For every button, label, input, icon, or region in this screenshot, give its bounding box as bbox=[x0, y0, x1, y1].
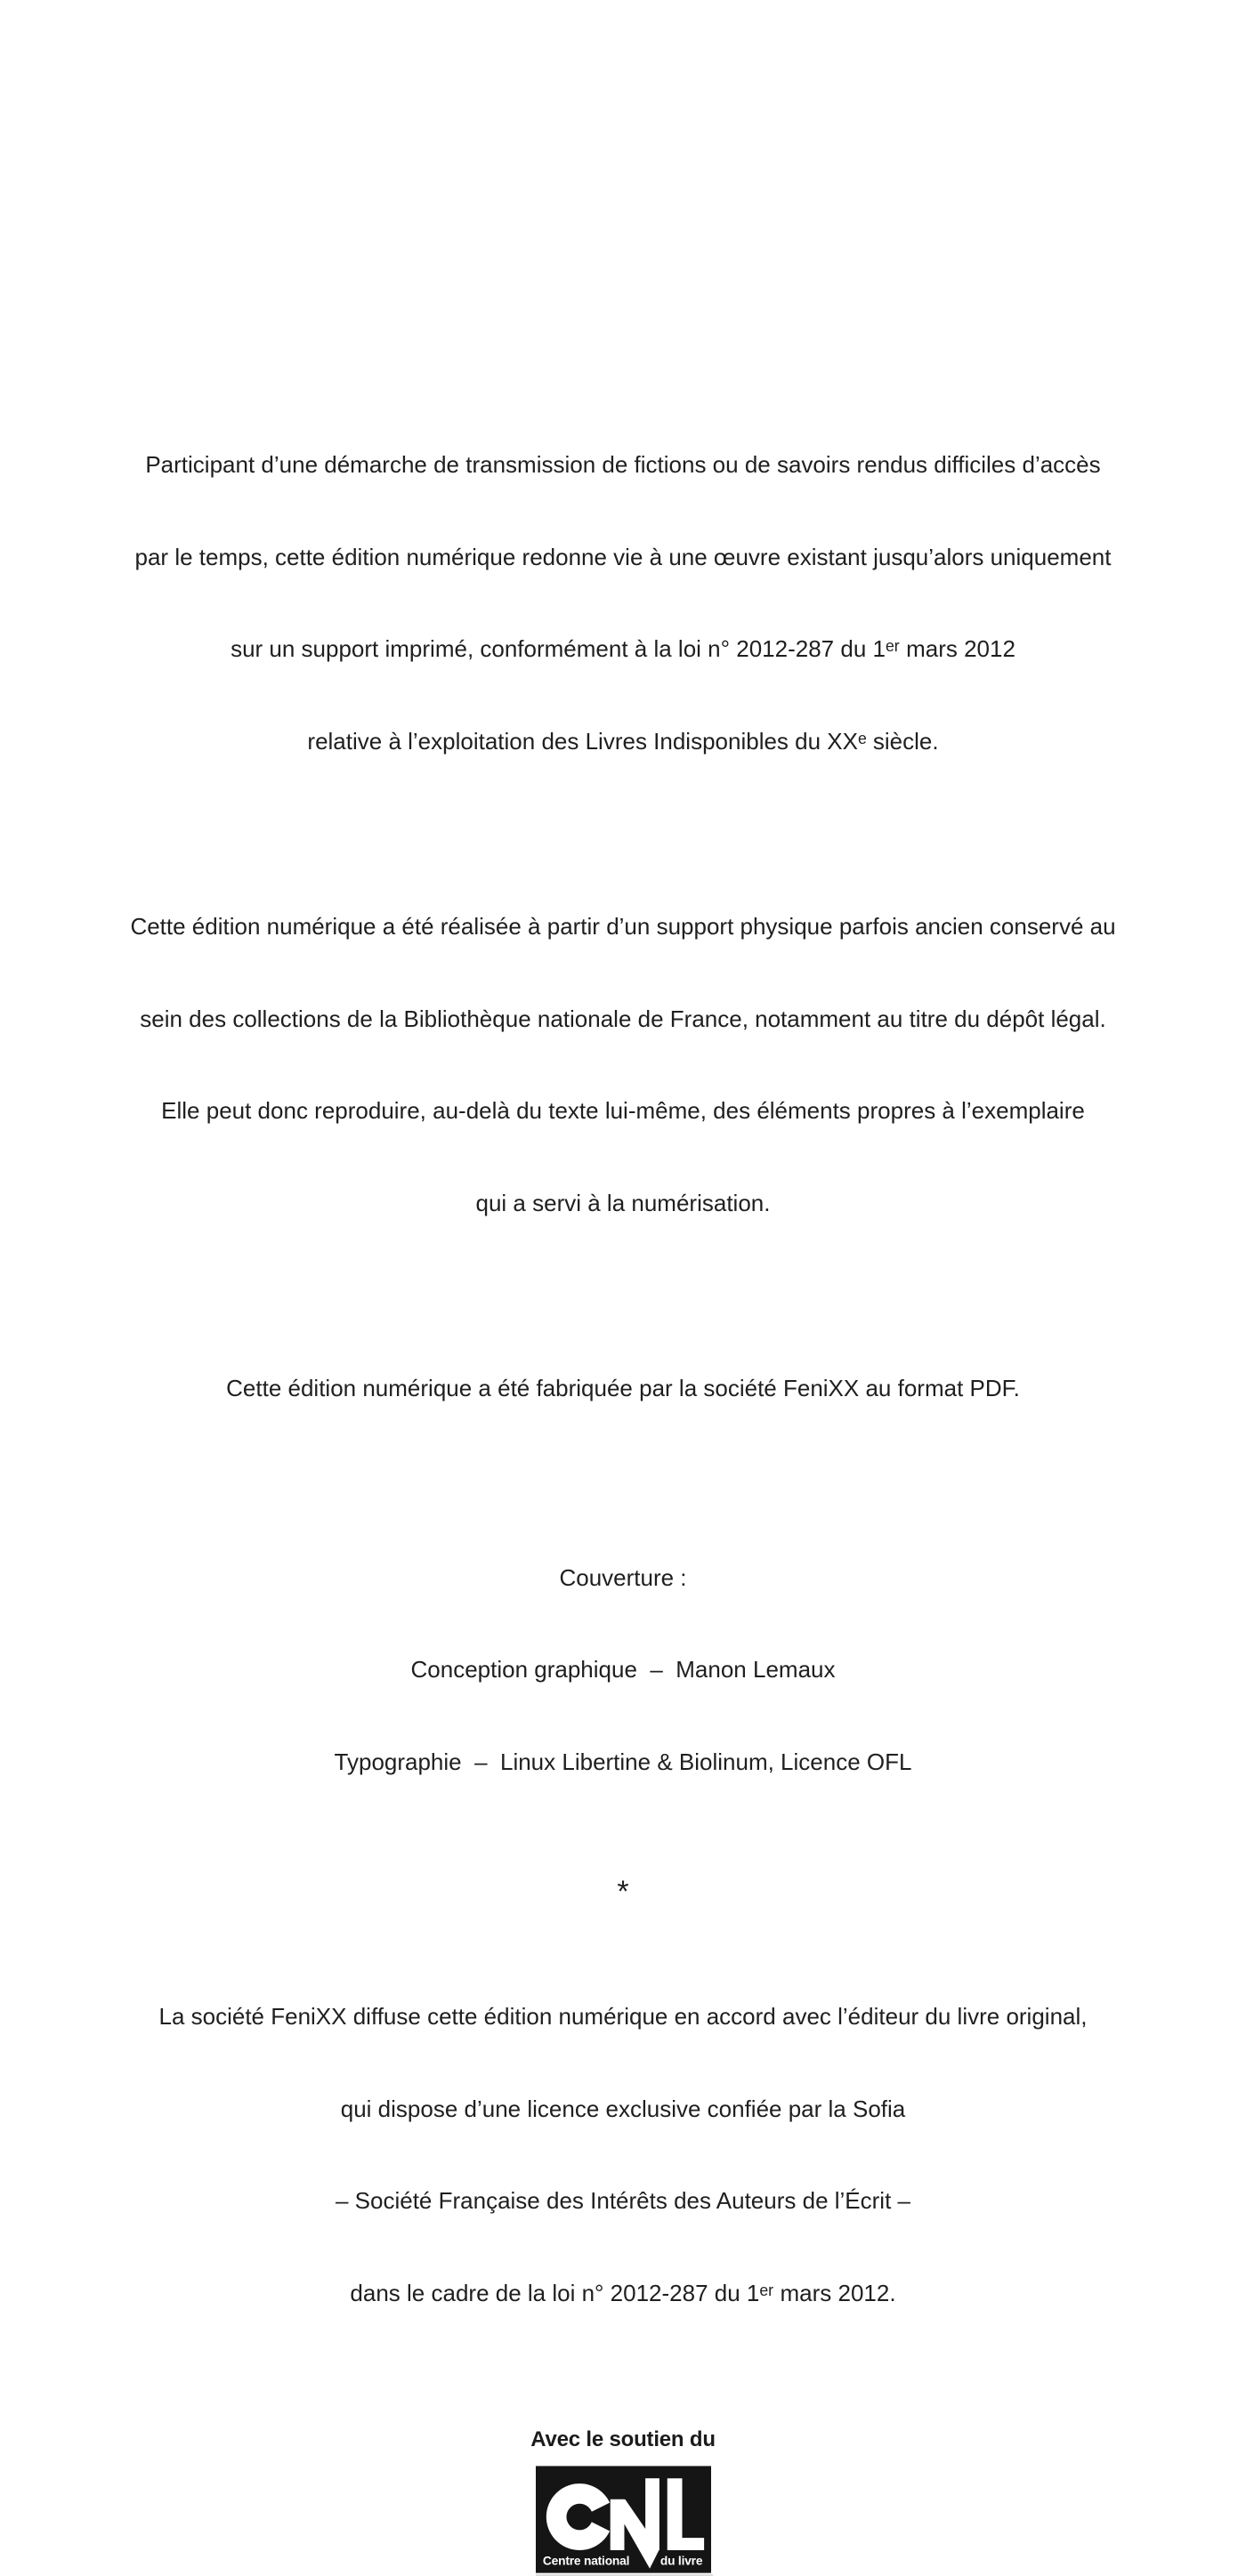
cnl-letter-n-right-stem bbox=[645, 2478, 659, 2550]
text-line: Elle peut donc reproduire, au-delà du texte lui-même, des éléments propres à l’exemplaire bbox=[161, 1097, 1085, 1124]
cnl-logo bbox=[536, 2466, 711, 2576]
text-line: qui a servi à la numérisation. bbox=[475, 1189, 771, 1216]
paragraph-transmission bbox=[0, 0, 1246, 818]
text-line: sur un support imprimé, conformément à la loi n° 2012-287 du 1ᵉʳ mars 2012 bbox=[231, 635, 1015, 662]
text-line: par le temps, cette édition numérique redonne vie à une œuvre existant jusqu’alors uniquement bbox=[134, 543, 1112, 570]
cnl-caption-left: Centre national bbox=[542, 2554, 629, 2568]
text-line: Couverture : bbox=[559, 1563, 687, 1591]
text-line: Participant d’une démarche de transmission de fictions ou de savoirs rendus difficiles d’accès bbox=[145, 451, 1101, 478]
text-line: Typographie – Linux Libertine & Biolinum, Licence OFL bbox=[334, 1748, 912, 1775]
text-line: – Société Française des Intérêts des Auteurs de l’Écrit – bbox=[335, 2187, 910, 2214]
cnl-caption-right: du livre bbox=[659, 2554, 702, 2568]
text-line: La société FeniXX diffuse cette édition numérique en accord avec l’éditeur du livre original, bbox=[158, 2003, 1088, 2030]
text-line: Cette édition numérique a été réalisée à partir d’un support physique parfois ancien conservé au bbox=[130, 913, 1116, 940]
text-line: dans le cadre de la loi n° 2012-287 du 1ᵉʳ mars 2012. bbox=[350, 2279, 896, 2306]
cnl-logo-svg bbox=[536, 2466, 711, 2573]
paragraph-diffusion bbox=[0, 1940, 1246, 2370]
cnl-support-label: Avec le soutien du bbox=[530, 2427, 716, 2451]
text-line: sein des collections de la Bibliothèque nationale de France, notamment au titre du dépôt légal. bbox=[140, 1005, 1106, 1032]
paragraph-fenixx bbox=[0, 1312, 1246, 1466]
asterisk-separator: * bbox=[617, 1875, 629, 1909]
text-line: relative à l’exploitation des Livres Indisponibles du XXᵉ siècle. bbox=[307, 727, 939, 755]
paragraph-bnf bbox=[0, 850, 1246, 1280]
text-line: Cette édition numérique a été fabriquée par la société FeniXX au format PDF. bbox=[226, 1375, 1020, 1401]
text-line: Conception graphique – Manon Lemaux bbox=[410, 1656, 836, 1683]
paragraph-couverture bbox=[0, 1501, 1246, 1839]
text-line: qui dispose d’une licence exclusive confiée par la Sofia bbox=[340, 2095, 906, 2122]
